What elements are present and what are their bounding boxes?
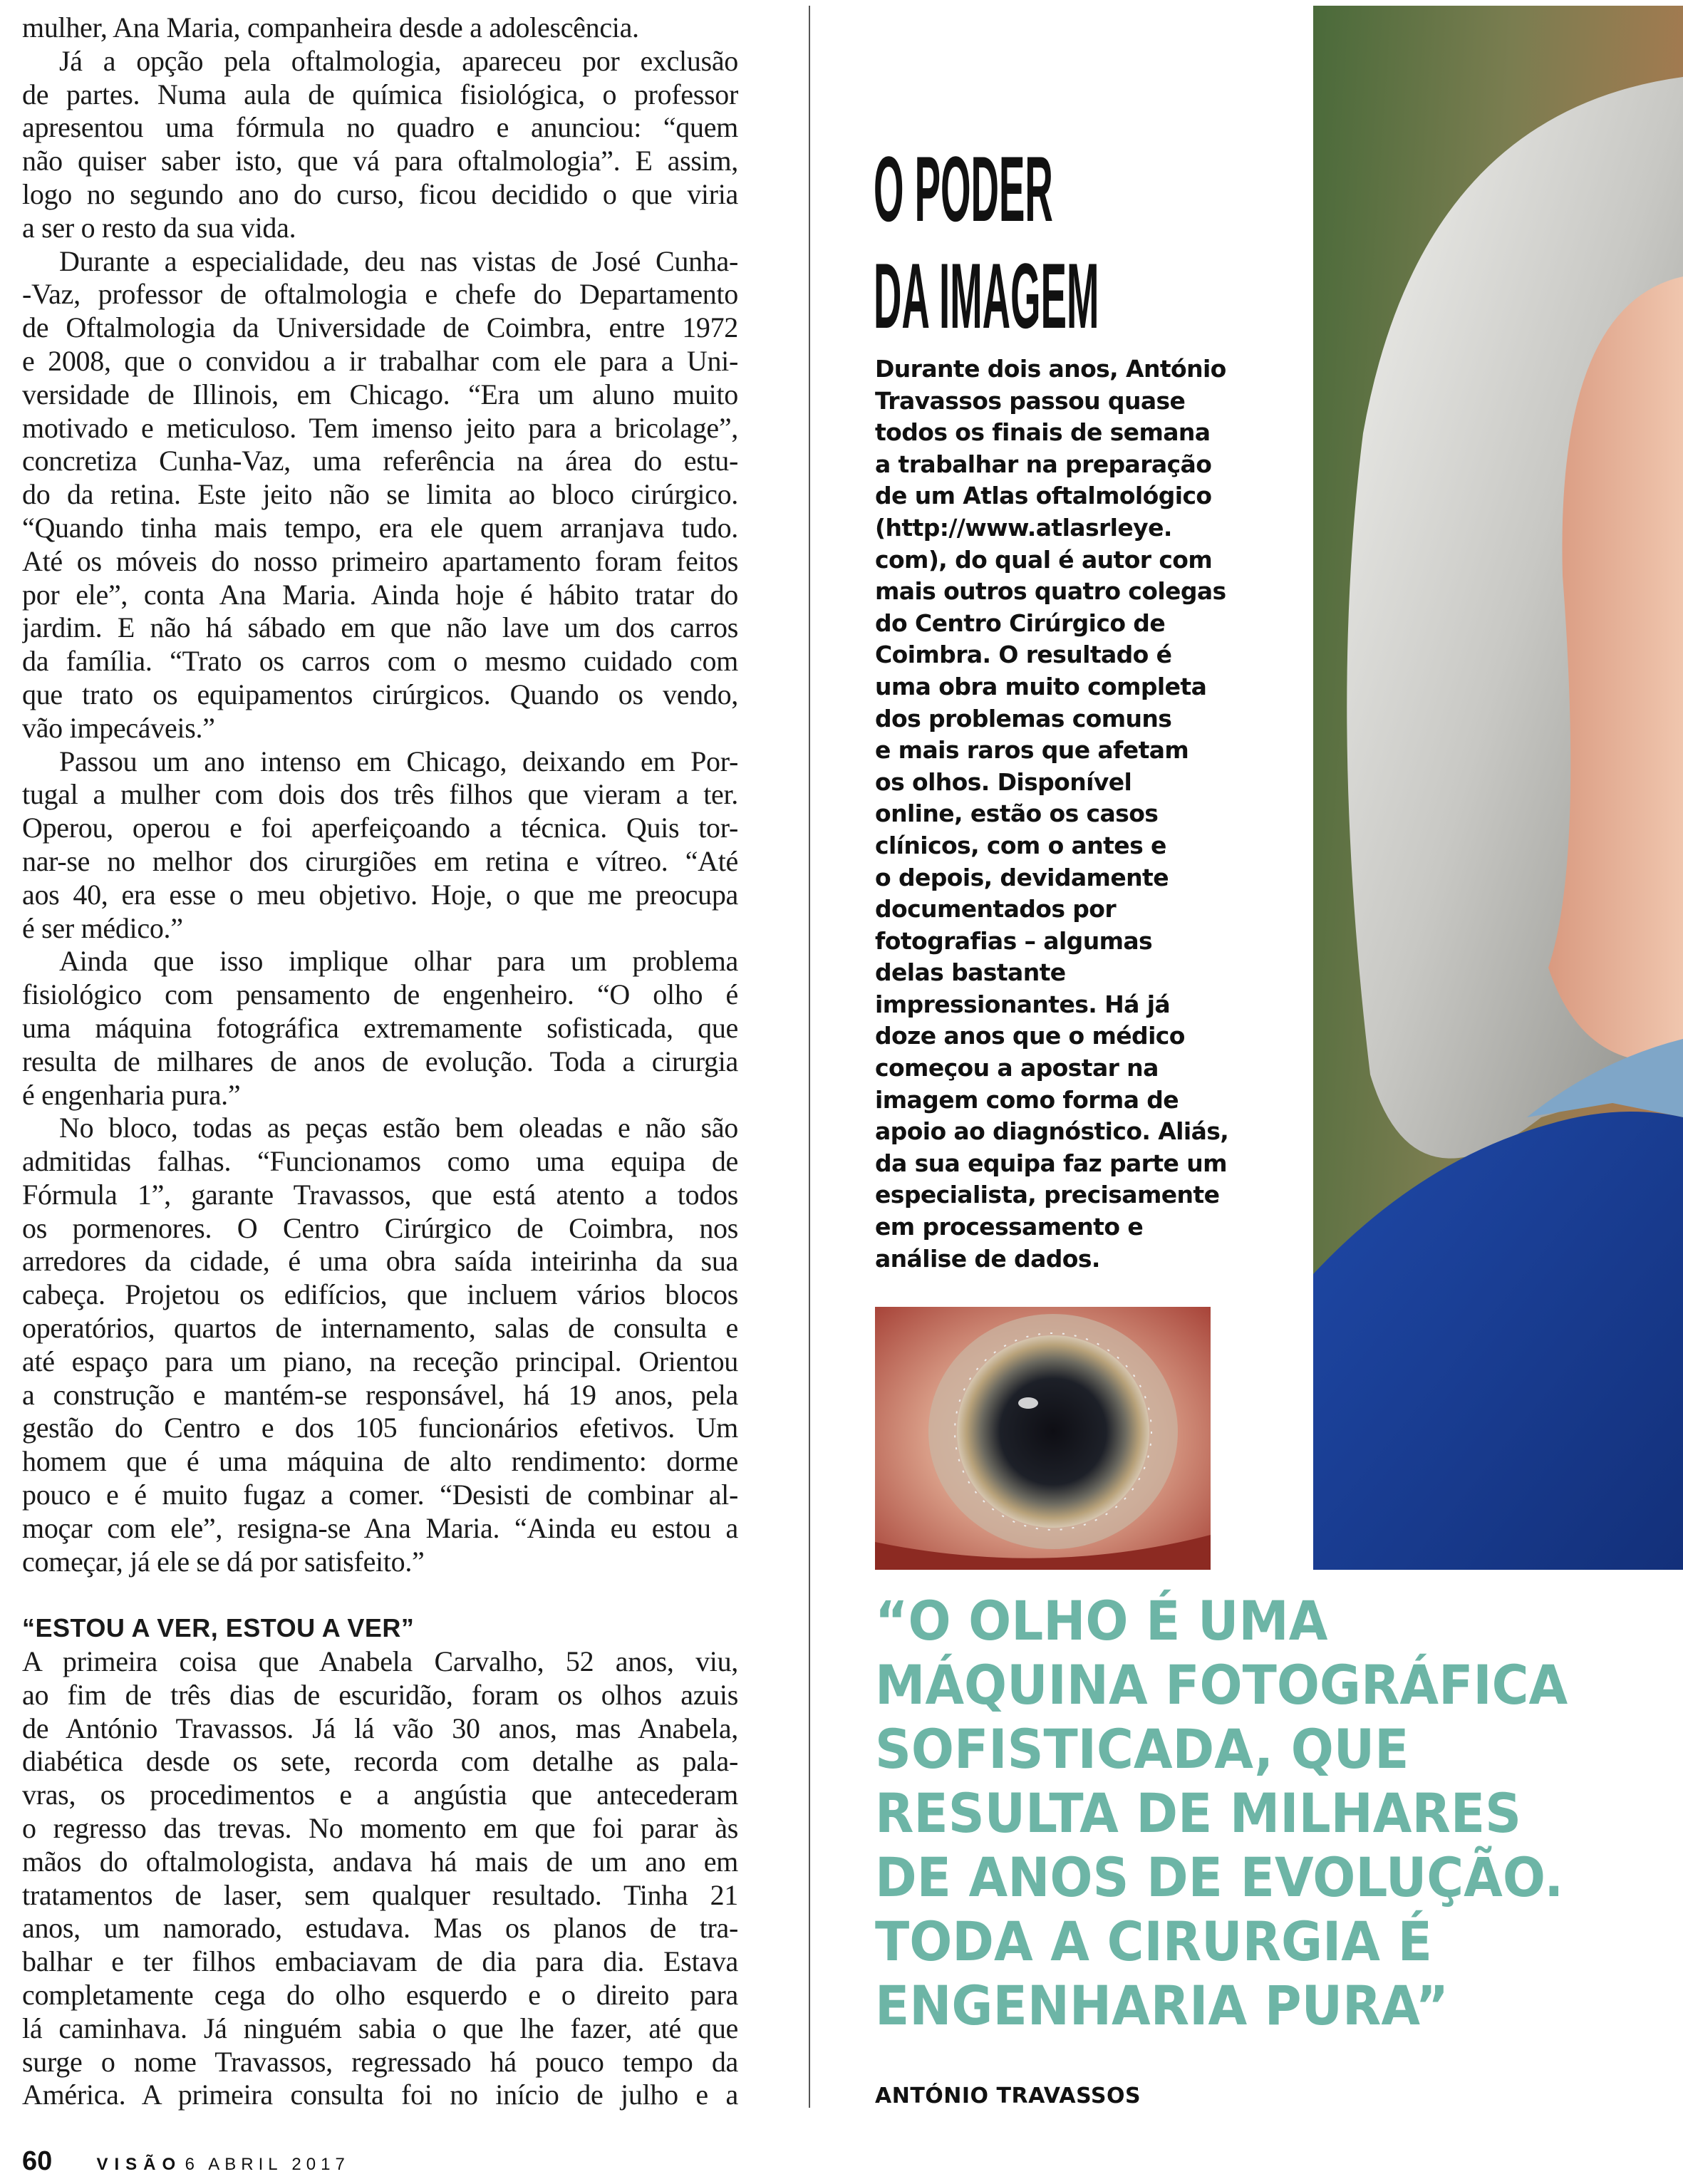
article-line: aos 40, era esse o meu objetivo. Hoje, o que me preocupa	[22, 878, 738, 911]
article-body-part1	[22, 11, 738, 1578]
article-line: lá caminhava. Já ninguém sabia o que lhe fazer, até que	[22, 2012, 738, 2044]
sidebar-line: clínicos, com o antes e	[875, 831, 1166, 859]
article-line: ao fim de três dias de escuridão, foram os olhos azuis	[22, 1678, 738, 1711]
article-line: Fórmula 1”, garante Travassos, que está atento a todos	[22, 1178, 738, 1211]
sidebar-line: da sua equipa faz parte um	[875, 1149, 1227, 1177]
sidebar-line: começou a apostar na	[875, 1054, 1159, 1082]
article-line: resulta de milhares de anos de evolução. Toda a cirurgia	[22, 1045, 738, 1077]
article-line: homem que é uma máquina de alto rendimento: dorme	[22, 1445, 738, 1478]
article-line: a ser o resto da sua vida.	[22, 211, 296, 244]
article-line: América. A primeira consulta foi no início de julho e a	[22, 2079, 738, 2111]
article-line: diabética desde os sete, recorda com detalhe as pala-	[22, 1745, 738, 1778]
article-line: não quiser saber isto, que vá para oftalmologia”. E assim,	[22, 145, 738, 177]
sidebar-line: o depois, devidamente	[875, 863, 1169, 891]
sidebar-line: mais outros quatro colegas	[875, 577, 1226, 606]
magazine-name: VISÃO	[96, 2155, 182, 2174]
article-line: vão impecáveis.”	[22, 711, 215, 744]
article-line: A primeira coisa que Anabela Carvalho, 52 anos, viu,	[22, 1645, 738, 1678]
sidebar-line: os olhos. Disponível	[875, 767, 1132, 796]
sidebar-line: Durante dois anos, António	[875, 355, 1226, 383]
eye-photo	[875, 1307, 1211, 1570]
article-line: “Quando tinha mais tempo, era ele quem arranjava tudo.	[22, 511, 738, 544]
sidebar-line: a trabalhar na preparação	[875, 450, 1212, 478]
article-line: moçar com ele”, resigna-se Ana Maria. “Ainda eu estou a	[22, 1511, 738, 1544]
article-line: tugal a mulher com dois dos três filhos que vieram a ter.	[22, 778, 738, 811]
article-line: é ser médico.”	[22, 911, 183, 944]
sidebar-line: uma obra muito completa	[875, 672, 1207, 700]
article-line: motivado e meticuloso. Tem imenso jeito para a bricolage”,	[22, 411, 738, 444]
sidebar-line: e mais raros que afetam	[875, 736, 1189, 765]
article-line: de partes. Numa aula de química fisiológica, o professor	[22, 78, 738, 110]
pull-quote-line: MÁQUINA FOTOGRÁFICA	[875, 1653, 1568, 1717]
sidebar-line: Coimbra. O resultado é	[875, 641, 1172, 669]
sidebar-line: doze anos que o médico	[875, 1022, 1185, 1050]
article-line: Ainda que isso implique olhar para um problema	[59, 945, 738, 978]
sidebar-line: análise de dados.	[875, 1244, 1100, 1273]
article-line: arredores da cidade, é uma obra saída inteirinha da sua	[22, 1245, 738, 1278]
sidebar-line: apoio ao diagnóstico. Aliás,	[875, 1117, 1229, 1146]
article-line: é engenharia pura.”	[22, 1078, 241, 1111]
article-line: apresentou uma fórmula no quadro e anunciou: “quem	[22, 111, 738, 144]
sidebar-line: todos os finais de semana	[875, 418, 1211, 447]
sidebar-line: delas bastante	[875, 958, 1066, 987]
article-line: surge o nome Travassos, regressado há pouco tempo da	[22, 2045, 738, 2078]
article-line: uma máquina fotográfica extremamente sofisticada, que	[22, 1011, 738, 1044]
article-line: No bloco, todas as peças estão bem oleadas e não são	[59, 1112, 738, 1144]
sidebar-line: especialista, precisamente	[875, 1181, 1220, 1209]
pull-quote-line: ENGENHARIA PURA”	[875, 1974, 1449, 2037]
article-line: balhar e ter filhos embaciavam de dia para dia. Estava	[22, 1945, 738, 1978]
sidebar-line: documentados por	[875, 895, 1117, 923]
article-line: de Oftalmologia da Universidade de Coimbra, entre 1972	[22, 311, 738, 344]
article-line: completamente cega do olho esquerdo e o direito para	[22, 1979, 738, 2012]
article-body-part2	[22, 1645, 738, 2112]
article-line: logo no segundo ano do curso, ficou decidido o que viria	[22, 177, 738, 210]
article-line: mãos do oftalmologista, andava há mais de um ano em	[22, 1845, 738, 1878]
pull-quote-line: “O OLHO É UMA	[875, 1589, 1328, 1652]
article-line: versidade de Illinois, em Chicago. “Era um aluno muito	[22, 378, 738, 410]
article-line: concretiza Cunha-Vaz, uma referência na área do estu-	[22, 445, 738, 477]
article-line: vras, os procedimentos e a angústia que antecederam	[22, 1779, 738, 1811]
article-line: mulher, Ana Maria, companheira desde a adolescência.	[22, 11, 639, 43]
article-line: que trato os equipamentos cirúrgicos. Quando os vendo,	[22, 678, 738, 710]
article-line: nar-se no melhor dos cirurgiões em retina e vítreo. “Até	[22, 844, 738, 877]
article-line: -Vaz, professor de oftalmologia e chefe do Departamento	[22, 278, 738, 311]
sidebar-line: dos problemas comuns	[875, 704, 1172, 733]
article-line: pouco e é muito fugaz a comer. “Desisti de combinar al-	[22, 1479, 738, 1511]
sidebar-line: em processamento e	[875, 1213, 1144, 1241]
sidebar-line: fotografias – algumas	[875, 926, 1153, 955]
article-line: os pormenores. O Centro Cirúrgico de Coimbra, nos	[22, 1211, 738, 1244]
article-line: começar, já ele se dá por satisfeito.”	[22, 1545, 425, 1578]
article-line: por ele”, conta Ana Maria. Ainda hoje é hábito tratar do	[22, 578, 738, 611]
article-column	[22, 11, 738, 2112]
article-line: da família. “Trato os carros com o mesmo cuidado com	[22, 645, 738, 678]
sidebar-line: com), do qual é autor com	[875, 545, 1213, 574]
sidebar-line: Travassos passou quase	[875, 386, 1186, 415]
column-divider	[809, 6, 810, 2108]
article-line: Até os móveis do nosso primeiro apartamento foram feitos	[22, 544, 738, 577]
sidebar-title-line: O PODER	[874, 137, 1053, 241]
article-line: e 2008, que o convidou a ir trabalhar com ele para a Uni-	[22, 344, 738, 377]
article-line: jardim. E não há sábado em que não lave um dos carros	[22, 611, 738, 644]
article-line: do da retina. Este jeito não se limita ao bloco cirúrgico.	[22, 478, 738, 511]
article-line: cabeça. Projetou os edifícios, que incluem vários blocos	[22, 1278, 738, 1311]
pull-quote-line: DE ANOS DE EVOLUÇÃO.	[875, 1846, 1564, 1909]
article-line: tratamentos de laser, sem qualquer resultado. Tinha 21	[22, 1878, 738, 1911]
article-line: Operou, operou e foi aperfeiçoando a técnica. Quis tor-	[22, 812, 738, 844]
sidebar-line: impressionantes. Há já	[875, 990, 1171, 1018]
sidebar-line: do Centro Cirúrgico de	[875, 609, 1166, 637]
article-line: Já a opção pela oftalmologia, apareceu por exclusão	[59, 44, 738, 77]
article-line: até espaço para um piano, na receção principal. Orientou	[22, 1345, 738, 1377]
article-line: operatórios, quartos de internamento, salas de consulta e	[22, 1312, 738, 1345]
sidebar-line: de um Atlas oftalmológico	[875, 482, 1212, 510]
section-subhead: “ESTOU A VER, ESTOU A VER”	[22, 1613, 415, 1643]
pull-quote-line: RESULTA DE MILHARES	[875, 1781, 1522, 1845]
sidebar-line: online, estão os casos	[875, 799, 1159, 828]
page-footer	[22, 2146, 350, 2177]
article-line: Durante a especialidade, deu nas vistas de José Cunha-	[59, 244, 738, 277]
sidebar-title-line: DA IMAGEM	[874, 244, 1099, 348]
pull-quote-line: SOFISTICADA, QUE	[875, 1717, 1409, 1781]
pull-quote-line: TODA A CIRURGIA É	[875, 1910, 1432, 1973]
sidebar-line: (http://www.atlasrleye.	[875, 513, 1172, 542]
portrait-photo	[1313, 6, 1683, 1570]
article-line: Passou um ano intenso em Chicago, deixando em Por-	[59, 745, 738, 777]
sidebar-line: imagem como forma de	[875, 1085, 1179, 1114]
article-line: o regresso das trevas. No momento em que foi parar às	[22, 1812, 738, 1845]
pull-quote	[875, 1589, 1620, 2038]
sidebar-title	[874, 135, 1099, 349]
article-line: gestão do Centro e dos 105 funcionários efetivos. Um	[22, 1412, 738, 1444]
article-line: a construção e mantém-se responsável, há 19 anos, pela	[22, 1378, 738, 1411]
article-line: de António Travassos. Já lá vão 30 anos, mas Anabela,	[22, 1712, 738, 1744]
article-line: admitidas falhas. “Funcionamos como uma equipa de	[22, 1145, 738, 1178]
pull-quote-author: ANTÓNIO TRAVASSOS	[875, 2084, 1141, 2108]
article-line: fisiológico com pensamento de engenheiro. “O olho é	[22, 978, 738, 1011]
page-number: 60	[22, 2146, 53, 2176]
sidebar-body	[875, 353, 1246, 1275]
issue-date: 6 ABRIL 2017	[185, 2155, 350, 2174]
article-line: anos, um namorado, estudava. Mas os planos de tra-	[22, 1912, 738, 1945]
